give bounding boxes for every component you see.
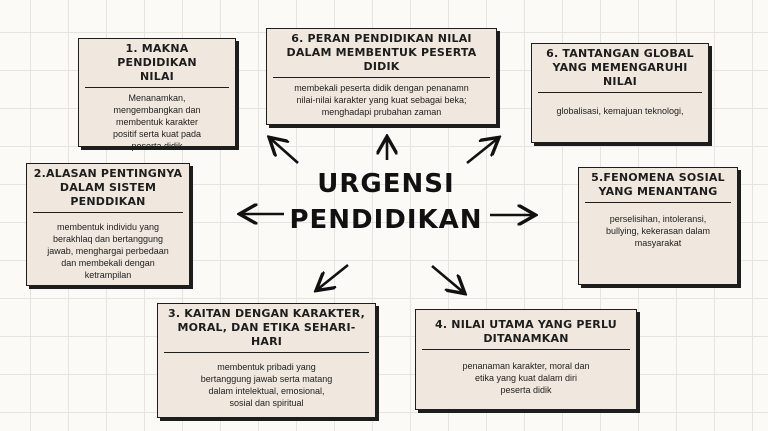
central-title [262,166,510,238]
card-alasan-pentingnya [26,163,190,286]
card-fenomena-sosial [578,167,738,285]
card-body: Menanamkan, mengembangkan dan membentuk karakter positif serta kuat pada peserta didik [112,93,202,151]
card-divider [538,92,702,93]
card-divider [33,212,183,213]
card-title: 5.FENOMENA SOSIAL YANG MENANTANG [591,171,725,198]
arrow-to-card-6-tantangan [467,139,497,163]
arrow-to-card-4 [432,266,463,292]
central-title-line-1: URGENSI [317,169,455,199]
card-body: perselisihan, intoleransi, bullying, kekerasan dalam masyarakat [605,214,711,248]
central-title-line-2: PENDIDIKAN [289,205,483,235]
card-body: membentuk individu yang berakhlaq dan bertanggung jawab, menghargai perbedaan dan membekali dengan ketrampilan [47,222,169,280]
card-body: membentuk pribadi yang bertanggung jawab serta matang dalam intelektual, emosional, sosial dan spiritual [200,362,333,408]
card-kaitan-karakter [157,303,376,418]
card-divider [273,77,490,78]
card-makna-pendidikan [78,38,236,151]
card-nilai-utama [415,309,637,410]
arrow-to-card-1 [271,139,298,163]
card-peran-pendidikan [266,28,497,125]
card-tantangan-global [531,43,709,143]
card-title: 2.ALASAN PENTINGNYA DALAM SISTEM PENDDIKAN [33,167,183,208]
card-divider [85,87,229,88]
card-divider [422,349,630,350]
card-body: globalisasi, kemajuan teknologi, [556,106,684,116]
card-title: 6. TANTANGAN GLOBAL YANG MEMENGARUHI NILAI [546,47,694,88]
card-body: membekali peserta didik dengan penanamn nilai-nilai karakter yang kuat sebagai beka; menghadapi prubahan zaman [294,83,469,117]
card-body: penanaman karakter, moral dan etika yang kuat dalam diri peserta didik [462,361,590,395]
card-title: 4. NILAI UTAMA YANG PERLU DITANAMKAN [435,318,617,345]
card-divider [164,352,369,353]
arrow-to-card-3 [318,265,348,289]
card-title: 6. PERAN PENDIDIKAN NILAI DALAM MEMBENTUK PESERTA DIDIK [286,32,477,73]
card-title: 3. KAITAN DENGAN KARAKTER, MORAL, DAN ETIKA SEHARI-HARI [167,307,366,348]
card-divider [585,202,731,203]
card-title: 1. MAKNA PENDIDIKAN NILAI [117,42,197,83]
